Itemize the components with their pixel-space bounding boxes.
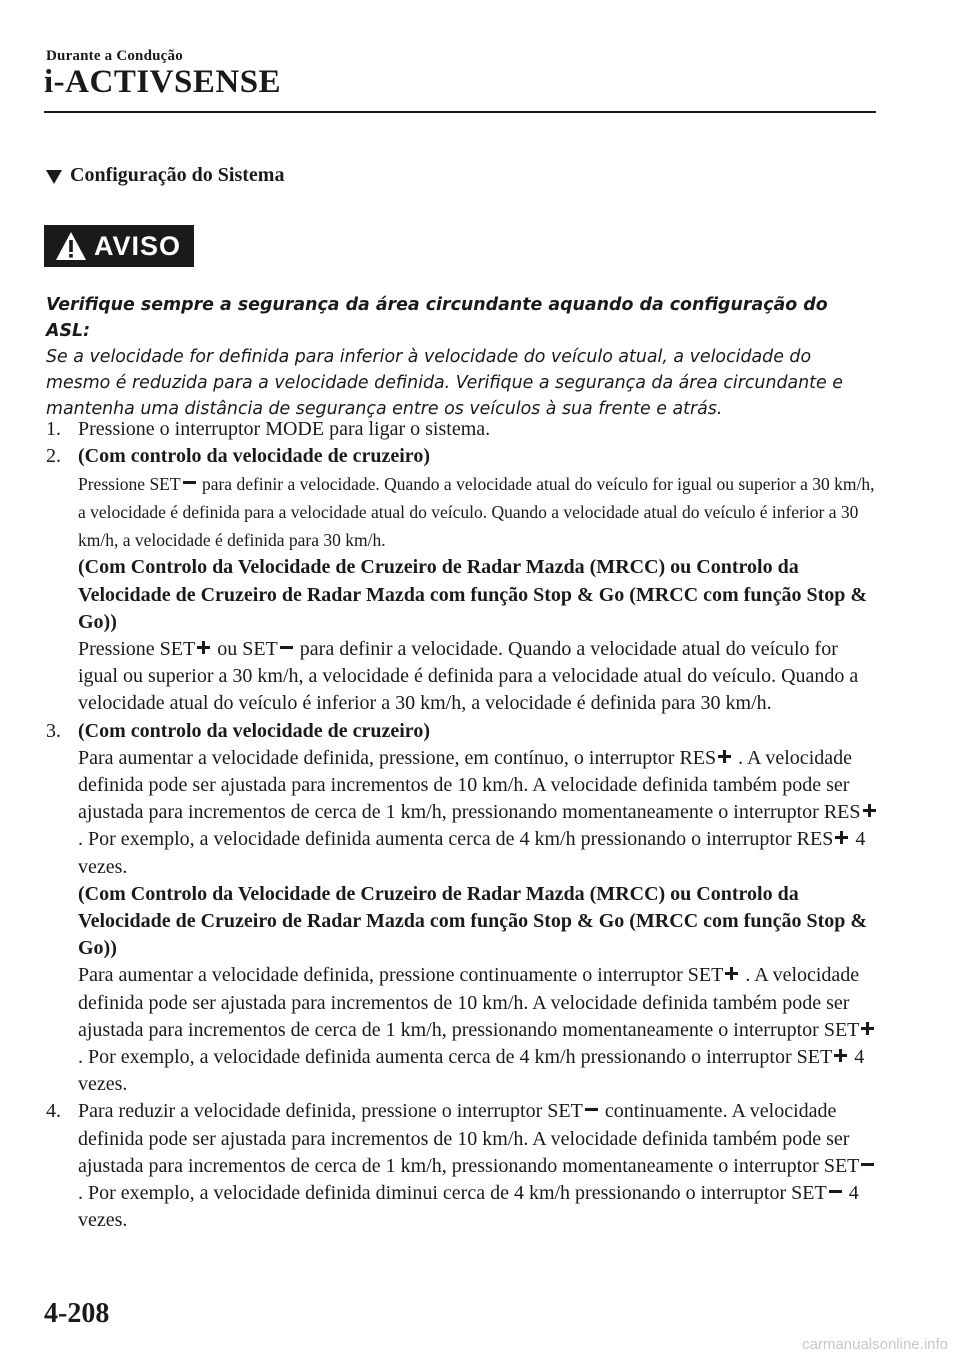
condition-heading: (Com Controlo da Velocidade de Cruzeiro de Radar Mazda (MRCC) ou Controlo da Velocidade de Cruzeiro de Radar Mazda com função Stop & Go (MRCC com função Stop & Go)): [78, 556, 868, 633]
step-text: 4 vezes.: [78, 1182, 859, 1232]
minus-icon: [861, 1158, 874, 1171]
step-text: ou SET: [217, 638, 278, 661]
subheading-text: Configuração do Sistema: [70, 164, 285, 186]
chapter-title: Durante a Condução: [46, 48, 183, 64]
step-text: . Por exemplo, a velocidade definida aumenta cerca de 4 km/h pressionando o interruptor RES: [78, 828, 834, 851]
step-number: 2.: [46, 445, 61, 468]
plus-icon: [834, 1049, 847, 1062]
triangle-down-icon: [46, 170, 62, 184]
step-text: continuamente. A velocidade definida pode ser ajustada para incrementos de 10 km/h. A velocidade definida também pode ser ajustada para incrementos de cerca de 1 km/h, pressionando momentaneamente o interruptor SET: [78, 1100, 860, 1177]
minus-icon: [585, 1103, 598, 1116]
step-paragraph: [78, 470, 878, 554]
step-paragraph: [78, 962, 878, 1098]
plus-icon: [861, 1022, 874, 1035]
step-text: . Por exemplo, a velocidade definida diminui cerca de 4 km/h pressionando o interruptor SET: [78, 1182, 827, 1205]
plus-icon: [718, 750, 731, 763]
step-text: Pressione SET: [78, 638, 196, 661]
condition-heading: (Com Controlo da Velocidade de Cruzeiro de Radar Mazda (MRCC) ou Controlo da Velocidade de Cruzeiro de Radar Mazda com função Stop & Go (MRCC com função Stop & Go)): [78, 882, 868, 960]
step-text: para definir a velocidade. Quando a velocidade atual do veículo for igual ou superior a 30 km/h, a velocidade é definida para a velocidade atual do veículo. Quando a velocidade atual do veículo é inferior a 30 km/h, a velocidade é definida para 30 km/h.: [78, 474, 875, 551]
step-text: Para aumentar a velocidade definida, pressione, em contínuo, o interruptor RES: [78, 746, 717, 769]
steps-list: [46, 416, 878, 1234]
step-text: Para aumentar a velocidade definida, pressione continuamente o interruptor SET: [78, 964, 724, 987]
condition-heading: (Com controlo da velocidade de cruzeiro): [78, 719, 430, 742]
step-number: 1.: [46, 418, 61, 440]
subheading: [46, 164, 284, 187]
minus-icon: [280, 641, 293, 654]
warning-body: Se a velocidade for definida para inferior à velocidade do veículo atual, a velocidade do mesmo é reduzida para a velocidade definida. Verifique a segurança da área circundante e mantenha uma distância de segurança entre os veículos à sua frente e atrás.: [46, 347, 843, 419]
step-text: 4 vezes.: [78, 1046, 865, 1096]
step-text: Para reduzir a velocidade definida, pressione o interruptor SET: [78, 1100, 583, 1123]
plus-icon: [197, 641, 210, 654]
warning-lead: Verifique sempre a segurança da área circundante aquando da configuração do ASL:: [46, 295, 828, 341]
warning-badge: [44, 225, 194, 267]
warning-triangle-icon: [54, 230, 88, 262]
step-text: para definir a velocidade. Quando a velocidade atual do veículo for igual ou superior a 30 km/h, a velocidade é definida para a velocidade atual do veículo. Quando a velocidade atual do veículo é inferior a 30 km/h, a velocidade é definida para 30 km/h.: [78, 638, 859, 715]
warning-label: AVISO: [94, 230, 182, 261]
step-text: . Por exemplo, a velocidade definida aumenta cerca de 4 km/h pressionando o interruptor SET: [78, 1046, 833, 1069]
step-text: Pressione SET: [78, 474, 181, 495]
list-item: [46, 443, 878, 717]
plus-icon: [835, 831, 848, 844]
header-divider: [44, 111, 876, 113]
plus-icon: [863, 804, 876, 817]
list-item: [46, 1098, 878, 1234]
step-number: 4.: [46, 1100, 61, 1123]
list-item: [46, 718, 878, 1099]
step-text: . A velocidade definida pode ser ajustada para incrementos de 10 km/h. A velocidade definida também pode ser ajustada para incrementos de cerca de 1 km/h, pressionando momentaneamente o interruptor RES: [78, 746, 861, 824]
watermark: carmanualsonline.info: [802, 1336, 948, 1353]
minus-icon: [829, 1185, 842, 1198]
condition-heading: (Com controlo da velocidade de cruzeiro): [78, 445, 430, 468]
plus-icon: [725, 967, 738, 980]
list-item: [46, 416, 878, 443]
page-number: 4-208: [44, 1298, 110, 1329]
step-text: 4 vezes.: [78, 828, 866, 878]
minus-icon: [183, 476, 196, 489]
step-paragraph: [78, 636, 878, 718]
step-text: . A velocidade definida pode ser ajustada para incrementos de 10 km/h. A velocidade definida também pode ser ajustada para incrementos de cerca de 1 km/h, pressionando momentaneamente o interruptor SET: [78, 964, 860, 1041]
step-paragraph: [78, 1098, 878, 1234]
step-text: Pressione o interruptor MODE para ligar o sistema.: [78, 418, 491, 440]
warning-text: [46, 292, 876, 422]
step-paragraph: [78, 745, 878, 881]
section-title: i-ACTIVSENSE: [44, 64, 282, 100]
step-number: 3.: [46, 719, 61, 742]
